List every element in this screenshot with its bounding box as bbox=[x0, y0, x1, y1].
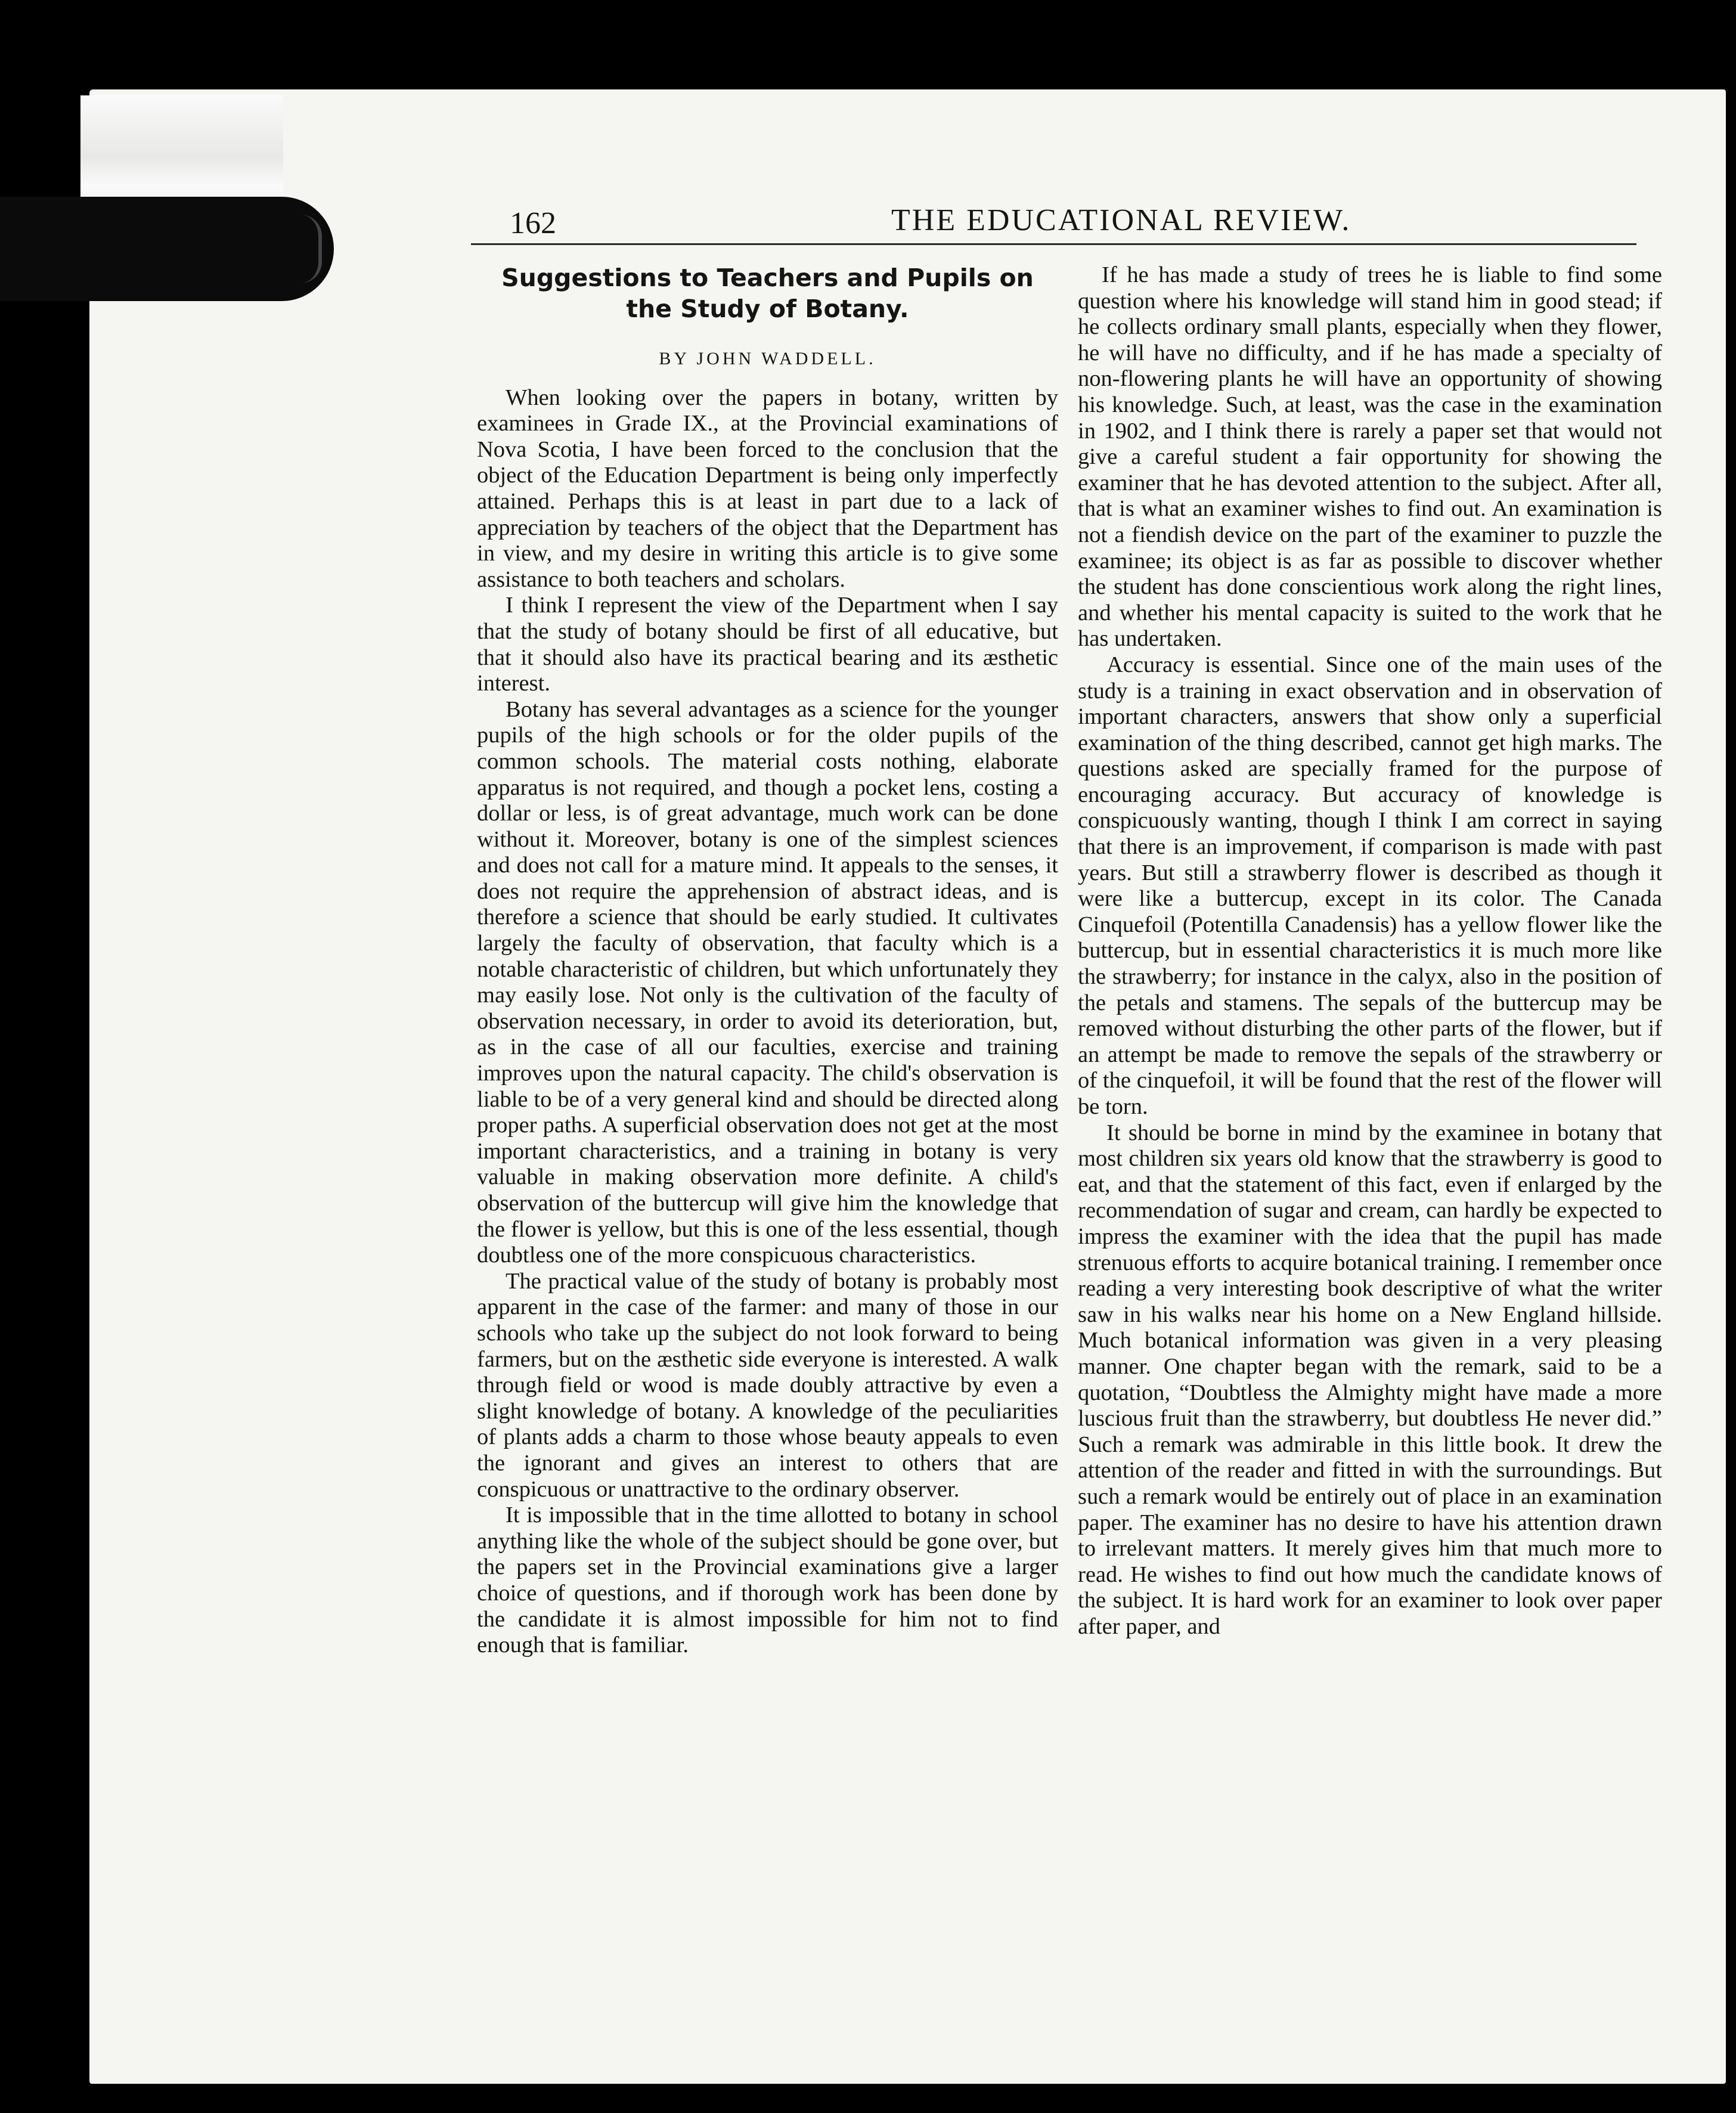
paragraph: Accuracy is essential. Since one of the main uses of the study is a training in exact observation and in observation of important characters, answers that show only a superficial examination of the thing described, cannot get high marks. The questions asked are specially framed for the purpose of encouraging accuracy. But accuracy of knowledge is conspicuously wanting, though I think I am correct in saying that there is an improvement, if comparison is made with past years. But still a strawberry flower is described as though it were like a buttercup, except in its color. The Canada Cinquefoil (Potentilla Canadensis) has a yellow flower like the buttercup, but in essential characteristics it is much more like the strawberry; for instance in the calyx, also in the position of the petals and stamens. The sepals of the buttercup may be removed without disturbing the other parts of the flower, but if an attempt be made to remove the sepals of the strawberry or of the cinquefoil, it will be found that the rest of the flower will be torn. bbox=[1078, 652, 1662, 1119]
page-number: 162 bbox=[510, 206, 556, 240]
paragraph: It is impossible that in the time allotted to botany in school anything like the whole of the subject should be gone over, but the papers set in the Provincial examinations give a larger choice of questions, and if thorough work has been done by the candidate it is almost impossible for him not to find enough that is familiar. bbox=[477, 1502, 1058, 1658]
header-rule bbox=[471, 243, 1636, 245]
left-column bbox=[477, 262, 1058, 1659]
article-title: Suggestions to Teachers and Pupils on the Study of Botany. bbox=[501, 264, 1034, 323]
paragraph: When looking over the papers in botany, written by examinees in Grade IX., at the Provincial examinations of Nova Scotia, I have been forced to the conclusion that the object of the Education Department is being only imperfectly attained. Perhaps this is at least in part due to a lack of appreciation by teachers of the object that the Department has in view, and my desire in writing this article is to give some assistance to both teachers and scholars. bbox=[477, 385, 1058, 592]
paragraph: The practical value of the study of botany is probably most apparent in the case of the farmer: and many of those in our schools who take up the subject do not look forward to being farmers, but on the æsthetic side everyone is interested. A walk through field or wood is made doubly attractive by even a slight knowledge of botany. A knowledge of the peculiarities of plants adds a charm to those whose beauty appeals to even the ignorant and gives an interest to others that are conspicuous or unattractive to the ordinary observer. bbox=[477, 1268, 1058, 1502]
paragraph: Botany has several advantages as a science for the younger pupils of the high schools or for the older pupils of the common schools. The material costs nothing, elaborate apparatus is not required, and though a pocket lens, costing a dollar or less, is of great advantage, much work can be done without it. Moreover, botany is one of the simplest sciences and does not call for a mature mind. It appeals to the senses, it does not require the apprehension of abstract ideas, and is therefore a science that should be early studied. It cultivates largely the faculty of observation, that faculty which is a notable characteristic of children, but which unfortunately they may easily lose. Not only is the cultivation of the faculty of observation necessary, in order to avoid its deterioration, but, as in the case of all our faculties, exercise and training improves upon the natural capacity. The child's observation is liable to be of a very general kind and should be directed along proper paths. A superficial observation does not get at the most important characteristics, and a training in botany is very valuable in making observation more definite. A child's observation of the buttercup will give him the knowledge that the flower is yellow, but this is one of the less essential, though doubtless one of the more conspicuous characteristics. bbox=[477, 696, 1058, 1268]
running-title: THE EDUCATIONAL REVIEW. bbox=[891, 203, 1351, 237]
article-byline: BY JOHN WADDELL. bbox=[659, 349, 876, 368]
right-column bbox=[1078, 262, 1662, 1640]
paragraph: It should be borne in mind by the examinee in botany that most children six years old know that the strawberry is good to eat, and that the statement of this fact, even if enlarged by the recommendation of sugar and cream, can hardly be expected to impress the examiner with the idea that the pupil has made strenuous efforts to acquire botanical training. I remember once reading a very interesting book descriptive of what the writer saw in his walks near his home on a New England hillside. Much botanical information was given in a very pleasing manner. One chapter began with the remark, said to be a quotation, “Doubtless the Almighty might have made a more luscious fruit than the strawberry, but doubtless He never did.” Such a remark was admirable in this little book. It drew the attention of the reader and fitted in with the surroundings. But such a remark would be entirely out of place in an examination paper. The examiner has no desire to have his attention drawn to irrelevant matters. It merely gives him that much more to read. He wishes to find out how much the candidate knows of the subject. It is hard work for an examiner to look over paper after paper, and bbox=[1078, 1120, 1662, 1639]
paragraph: I think I represent the view of the Department when I say that the study of botany should be first of all educative, but that it should also have its practical bearing and its æsthetic interest. bbox=[477, 593, 1058, 696]
paragraph: If he has made a study of trees he is liable to find some question where his knowledge will stand him in good stead; if he collects ordinary small plants, especially when they flower, he will have no difficulty, and if he has made a specialty of non-flowering plants he will have an opportunity of showing his knowledge. Such, at least, was the case in the examination in 1902, and I think there is rarely a paper set that would not give a careful student a fair opportunity for showing the examiner that he has devoted attention to the subject. After all, that is what an examiner wishes to find out. An examination is not a fiendish device on the part of the examiner to puzzle the examinee; its object is as far as possible to discover whether the student has done conscientious work along the right lines, and whether his mental capacity is suited to the work that he has undertaken. bbox=[1078, 262, 1662, 652]
